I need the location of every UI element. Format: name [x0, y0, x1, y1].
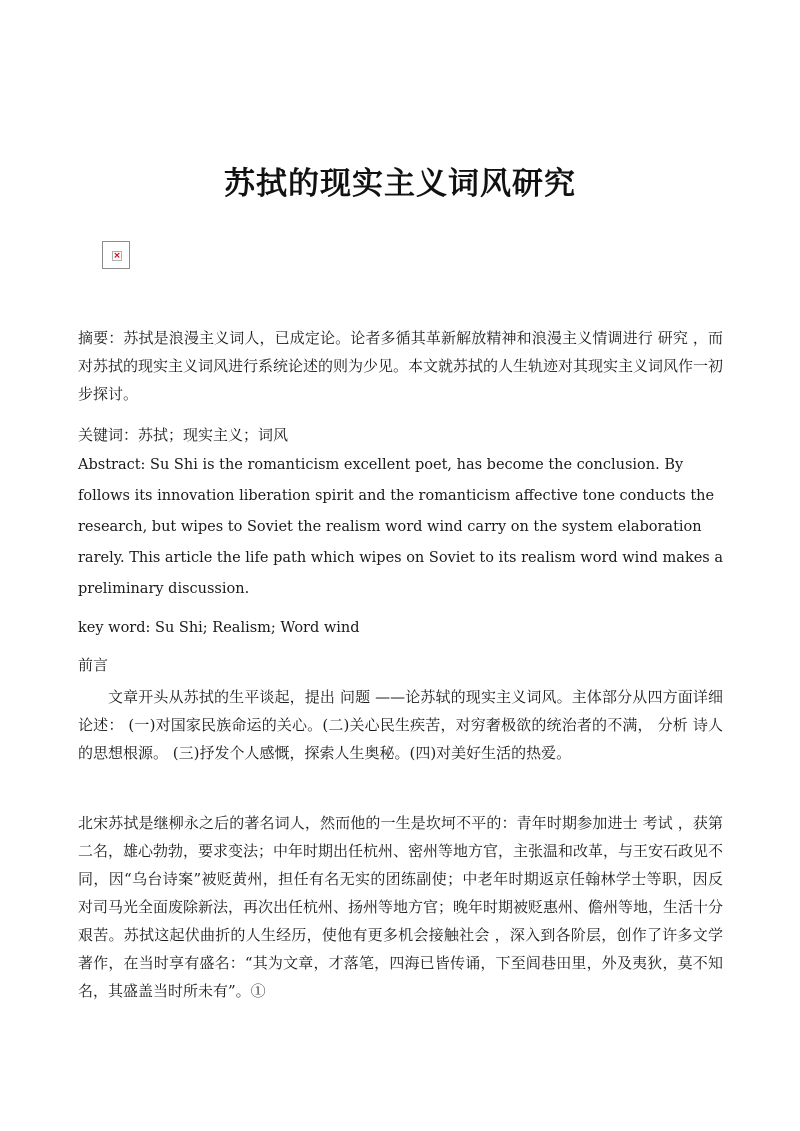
abstract-english: Abstract: Su Shi is the romanticism excellent poet, has become the conclusion. By follows its innovation liberation spirit and the romanticism affective tone conducts the research, but wipes to Soviet the realism word wind carry on the system elaboration rarely. This article the life path which wipes on Soviet to its realism word wind makes a preliminary discussion.	[78, 457, 724, 597]
keywords-english: key word: Su Shi; Realism; Word wind	[78, 620, 360, 636]
body-paragraph: 北宋苏拭是继柳永之后的著名词人，然而他的一生是坎坷不平的：青年时期参加进士 考试 ，获第二名，雄心勃勃，要求变法；中年时期出任杭州、密州等地方官，主张温和改革，与王安石政见不同，因“乌台诗案”被贬黄州，担任有名无实的团练副使；中老年时期返京任翰林学士等职，因反对司马光全面废除新法，再次出任杭州、扬州等地方官；晚年时期被贬惠州、儋州等地，生活十分艰苦。苏拭这起伏曲折的人生经历，使他有更多机会接触社会 ，深入到各阶层，创作了许多文学著作，在当时享有盛名：“其为文章，才落笔，四海已皆传诵，下至闾巷田里，外及夷狄，莫不知名，其盛盖当时所未有”。①	[78, 814, 724, 1000]
preface-paragraph: 文章开头从苏拭的生平谈起，提出 问题 ——论苏轼的现实主义词风。主体部分从四方面详细论述： (一)对国家民族命运的关心。(二)关心民生疾苦，对穷奢极欲的统治者的不满， 分析 诗人的思想根源。 (三)抒发个人感慨，探索人生奥秘。(四)对美好生活的热爱。	[78, 688, 723, 762]
broken-image-placeholder	[102, 241, 130, 269]
keywords-chinese: 关键词：苏拭；现实主义；词风	[78, 426, 289, 444]
preface-heading: 前言	[78, 656, 109, 674]
document-title: 苏拭的现实主义词风研究	[224, 166, 576, 202]
broken-image-icon: ×	[113, 251, 121, 261]
abstract-chinese: 摘要：苏拭是浪漫主义词人，已成定论。论者多循其革新解放精神和浪漫主义情调进行 研究 ，而对苏拭的现实主义词风进行系统论述的则为少见。本文就苏拭的人生轨迹对其现实主义词风作一初步探讨。	[78, 329, 724, 403]
